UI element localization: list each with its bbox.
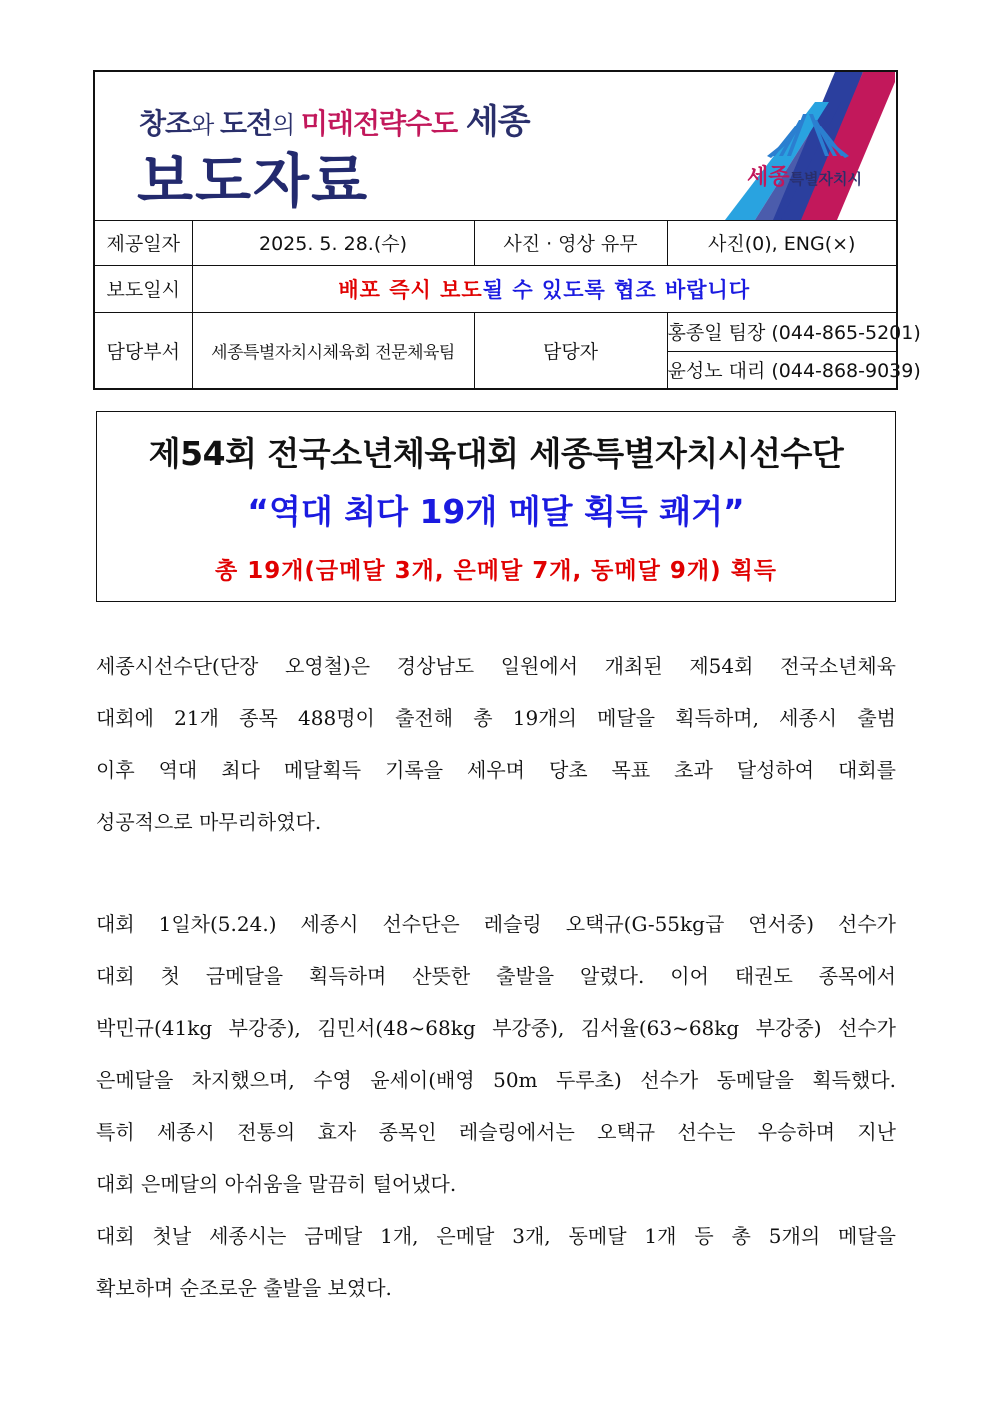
text-line: 대회에 21개 종목 488명이 출전해 총 19개의 메달을 획득하며, 세종시 출범	[96, 706, 896, 730]
date-value: 2025. 5. 28.(수)	[192, 220, 474, 265]
slogan-part: 세종	[465, 102, 530, 142]
slogan-part: 도전	[219, 107, 273, 140]
headline: 제54회 전국소년체육대회 세종특별자치시선수단	[148, 434, 844, 473]
slogan-part: 미래전략수도	[300, 107, 466, 140]
press-banner	[95, 72, 896, 221]
headline-box	[96, 411, 896, 602]
contact-person: 윤성노 대리 (044-868-9039)	[667, 351, 896, 388]
release-request	[192, 265, 896, 312]
dept-label: 담당부서	[95, 312, 192, 388]
text-line: 대회 첫 금메달을 획득하며 산뜻한 출발을 알렸다. 이어 태권도 종목에서	[96, 964, 896, 988]
logo-main-text: 세종	[747, 165, 790, 190]
paragraph-gap	[96, 848, 896, 898]
paragraph	[96, 898, 896, 1210]
paragraph	[96, 1210, 896, 1314]
text-line: 확보하며 순조로운 출발을 보였다.	[96, 1276, 392, 1300]
release-request-red: 배포 즉시 보도	[338, 277, 483, 302]
paragraph	[96, 640, 896, 848]
date-label: 제공일자	[95, 220, 192, 265]
text-line: 이후 역대 최다 메달획득 기록을 세우며 당초 목표 초과 달성하여 대회를	[96, 758, 896, 782]
text-line: 대회 은메달의 아쉬움을 말끔히 털어냈다.	[96, 1172, 457, 1196]
text-line: 대회 1일차(5.24.) 세종시 선수단은 레슬링 오택규(G-55kg급 연서중) 선수가	[96, 912, 896, 936]
logo-sub-text: 특별자치시	[789, 170, 862, 188]
subheadline: “역대 최다 19개 메달 획득 쾌거”	[247, 492, 745, 531]
slogan-part: 와	[191, 111, 220, 139]
text-line: 특히 세종시 전통의 효자 종목인 레슬링에서는 오택규 선수는 우승하며 지난	[96, 1120, 896, 1144]
dept-value: 세종특별자치시체육회 전문체육팀	[192, 312, 474, 388]
media-label: 사진 · 영상 유무	[474, 220, 667, 265]
contact-person: 홍종일 팀장 (044-865-5201)	[667, 312, 896, 351]
text-line: 성공적으로 마무리하였다.	[96, 810, 322, 834]
medal-summary: 총 19개(금메달 3개, 은메달 7개, 동메달 9개) 획득	[214, 558, 778, 584]
slogan-part: 의	[272, 111, 301, 139]
contact-label: 담당자	[474, 312, 667, 388]
release-label: 보도일시	[95, 265, 192, 312]
text-line: 은메달을 차지했으며, 수영 윤세이(배영 50m 두루초) 선수가 동메달을 획득했다.	[96, 1068, 896, 1092]
text-line: 박민규(41kg 부강중), 김민서(48~68kg 부강중), 김서율(63~68kg 부강중) 선수가	[96, 1016, 896, 1040]
media-value: 사진(0), ENG(×)	[667, 220, 896, 265]
press-release-title: 보도자료	[137, 147, 370, 215]
slogan-part: 창조	[139, 107, 192, 140]
text-line: 대회 첫날 세종시는 금메달 1개, 은메달 3개, 동메달 1개 등 총 5개의 메달을	[96, 1224, 896, 1248]
logo-wordmark	[747, 160, 862, 191]
article-body	[96, 640, 896, 1314]
release-request-blue: 될 수 있도록 협조 바랍니다	[482, 277, 751, 302]
press-header	[93, 70, 921, 390]
release-info-table	[95, 220, 921, 389]
text-line: 세종시선수단(단장 오영철)은 경상남도 일원에서 개최된 제54회 전국소년체육	[96, 654, 896, 678]
